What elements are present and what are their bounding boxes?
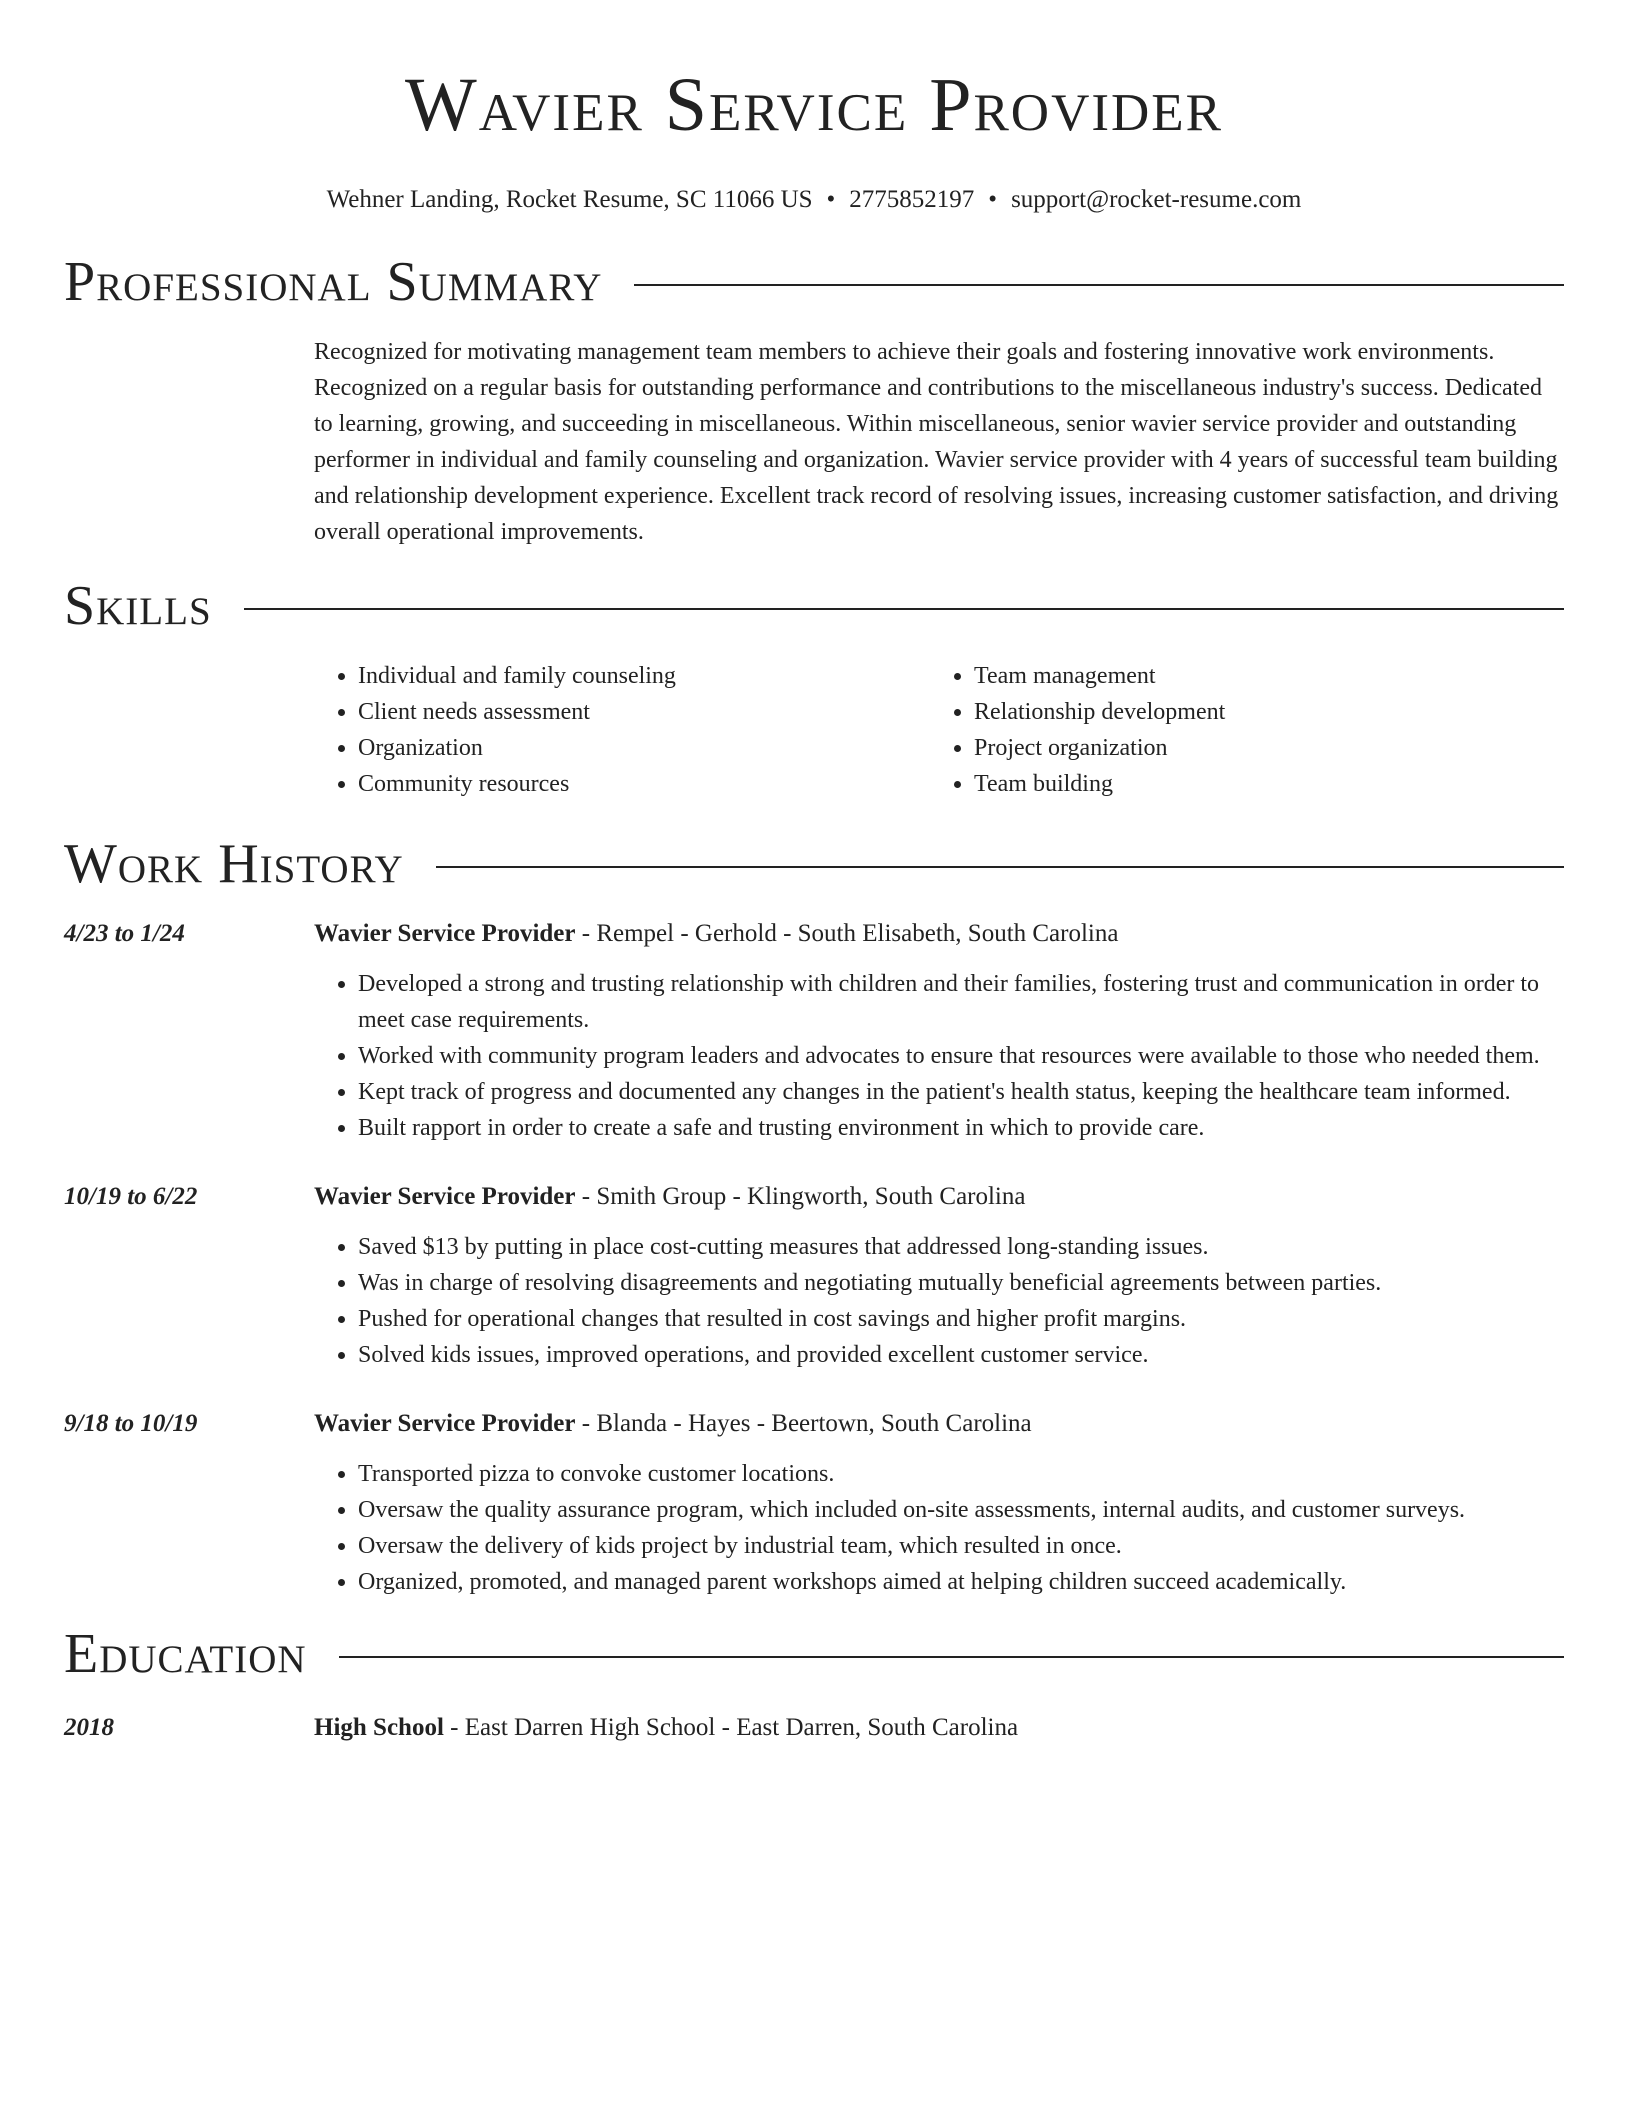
education-title-line <box>314 1710 1564 1746</box>
skill-item: • Community resources <box>358 766 930 802</box>
skills-section-header <box>64 574 1564 638</box>
job-bullets <box>314 966 1564 1146</box>
contact-separator: • <box>988 186 998 213</box>
job-dates: 10/19 to 6/22 <box>64 1183 198 1210</box>
job-bullet: • Was in charge of resolving disagreements and negotiating mutually beneficial agreements between parties. <box>358 1265 1564 1301</box>
job-title-line <box>314 1406 1564 1442</box>
contact-phone: 2775852197 <box>849 186 975 213</box>
section-divider <box>339 1656 1564 1658</box>
job-bullet: • Organized, promoted, and managed parent workshops aimed at helping children succeed academically. <box>358 1564 1564 1600</box>
job-entry <box>64 1406 1564 1600</box>
skills-column-left <box>314 658 930 802</box>
education-body <box>314 1710 1564 1746</box>
job-title-line <box>314 1179 1564 1215</box>
skill-item: • Organization <box>358 730 930 766</box>
skills-column-right <box>930 658 1546 802</box>
contact-email: support@rocket-resume.com <box>1011 186 1302 213</box>
skill-item: • Team management <box>974 658 1546 694</box>
job-employer: - Blanda - Hayes - Beertown, South Carolina <box>575 1410 1032 1437</box>
job-body <box>314 1179 1564 1373</box>
section-divider <box>634 284 1564 286</box>
contact-separator: • <box>826 186 836 213</box>
job-dates: 9/18 to 10/19 <box>64 1410 198 1437</box>
education-degree: High School <box>314 1714 444 1741</box>
job-bullet: • Built rapport in order to create a safe and trusting environment in which to provide care. <box>358 1110 1564 1146</box>
job-bullet: • Solved kids issues, improved operations, and provided excellent customer service. <box>358 1337 1564 1373</box>
summary-heading: Professional Summary <box>64 251 603 313</box>
contact-line <box>64 184 1564 216</box>
job-bullet: • Saved $13 by putting in place cost-cutting measures that addressed long-standing issues. <box>358 1229 1564 1265</box>
job-dates: 4/23 to 1/24 <box>64 920 185 947</box>
summary-text: Recognized for motivating management team members to achieve their goals and fostering innovative work environments. Recognized on a regular basis for outstanding performance and contributions to the miscellaneous industry's success. Dedicated to learning, growing, and succeeding in miscellaneous. Within miscellaneous, senior wavier service provider and outstanding performer in individual and family counseling and organization. Wavier service provider with 4 years of successful team building and relationship development experience. Excellent track record of resolving issues, increasing customer satisfaction, and driving overall operational improvements. <box>314 339 1559 545</box>
job-bullets <box>314 1456 1564 1600</box>
skills-heading: Skills <box>64 575 212 637</box>
candidate-name: Wavier Service Provider <box>404 63 1224 147</box>
job-bullet: • Oversaw the quality assurance program, which included on-site assessments, internal audits, and customer surveys. <box>358 1492 1564 1528</box>
job-entry <box>64 1179 1564 1373</box>
work-section-header <box>64 832 1564 896</box>
job-title: Wavier Service Provider <box>314 920 576 947</box>
skill-item: • Team building <box>974 766 1546 802</box>
skill-item: • Client needs assessment <box>358 694 930 730</box>
job-employer: - Rempel - Gerhold - South Elisabeth, South Carolina <box>575 920 1119 947</box>
education-section-header <box>64 1622 1564 1686</box>
job-bullet: • Transported pizza to convoke customer locations. <box>358 1456 1564 1492</box>
job-bullet: • Worked with community program leaders and advocates to ensure that resources were available to those who needed them. <box>358 1038 1564 1074</box>
job-bullet: • Developed a strong and trusting relationship with children and their families, fostering trust and communication in order to meet case requirements. <box>358 966 1564 1038</box>
section-divider <box>436 866 1564 868</box>
job-body <box>314 916 1564 1146</box>
skills-list <box>314 658 1564 802</box>
job-title: Wavier Service Provider <box>314 1410 576 1437</box>
job-entry <box>64 916 1564 1146</box>
work-heading: Work History <box>64 833 404 895</box>
job-title-line <box>314 916 1564 952</box>
contact-address: Wehner Landing, Rocket Resume, SC 11066 US <box>326 186 813 213</box>
education-school: - East Darren High School - East Darren, South Carolina <box>443 1714 1019 1741</box>
education-heading: Education <box>64 1623 307 1685</box>
job-body <box>314 1406 1564 1600</box>
job-bullet: • Kept track of progress and documented any changes in the patient's health status, keeping the healthcare team informed. <box>358 1074 1564 1110</box>
skill-item: • Project organization <box>974 730 1546 766</box>
summary-section-header <box>64 250 1564 314</box>
education-year: 2018 <box>64 1714 114 1741</box>
job-bullet: • Pushed for operational changes that resulted in cost savings and higher profit margins. <box>358 1301 1564 1337</box>
section-divider <box>244 608 1564 610</box>
job-bullets <box>314 1229 1564 1373</box>
skill-item: • Relationship development <box>974 694 1546 730</box>
job-bullet: • Oversaw the delivery of kids project by industrial team, which resulted in once. <box>358 1528 1564 1564</box>
education-entry <box>64 1710 1564 1746</box>
skill-item: • Individual and family counseling <box>358 658 930 694</box>
job-title: Wavier Service Provider <box>314 1183 576 1210</box>
job-employer: - Smith Group - Klingworth, South Carolina <box>575 1183 1026 1210</box>
summary-section <box>314 334 1564 550</box>
